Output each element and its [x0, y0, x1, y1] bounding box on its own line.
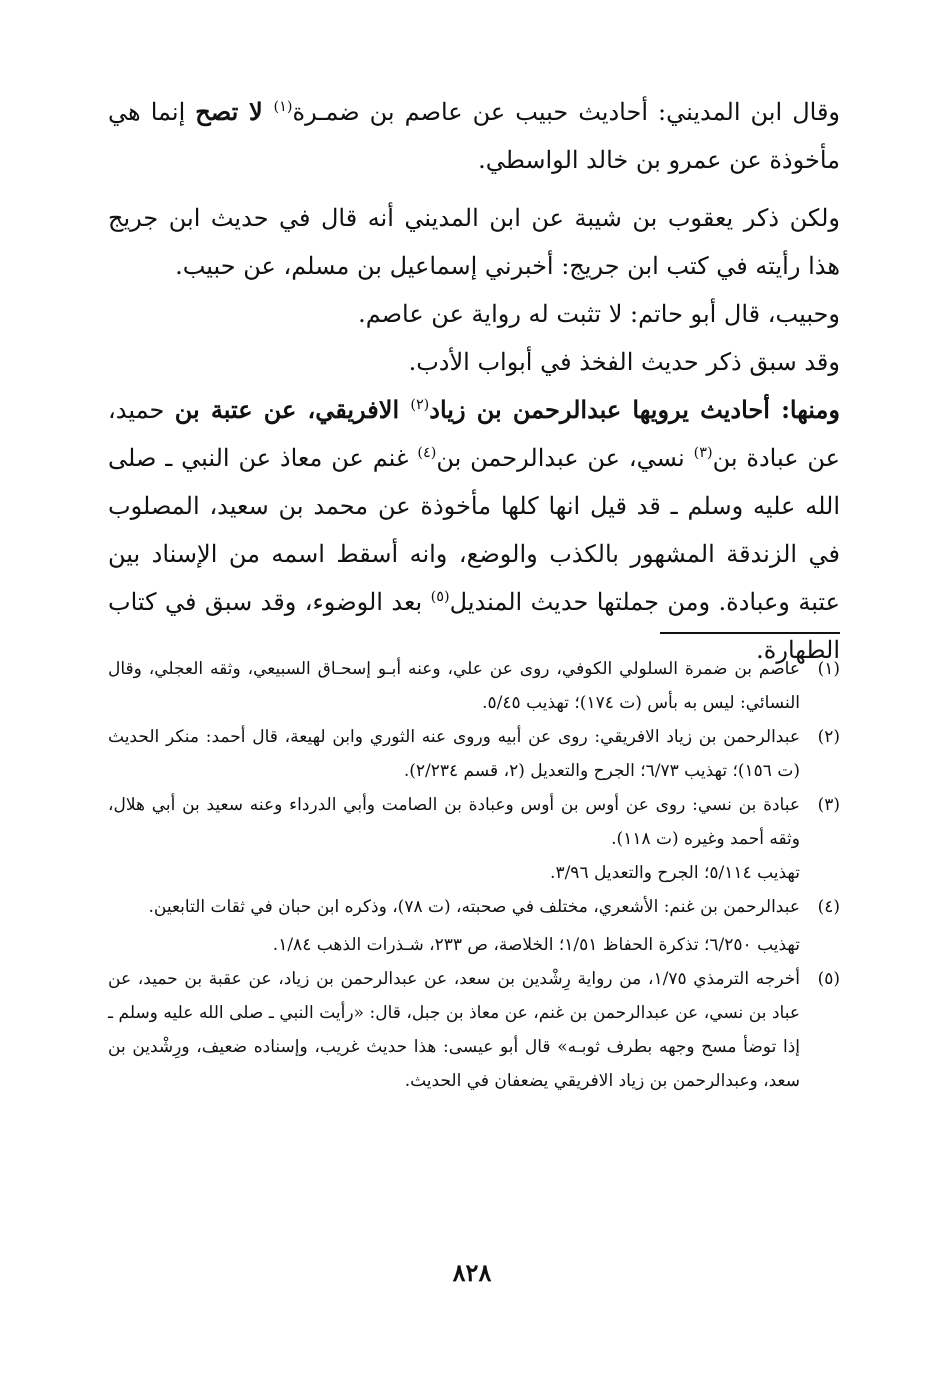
footnote-body: [108, 890, 800, 962]
main-text: [108, 88, 840, 674]
footnote-number: (٥): [817, 969, 840, 989]
footnote-2: [108, 720, 840, 788]
footnote-body: [108, 720, 800, 788]
paragraph-5: [108, 386, 840, 674]
footnote-number: (٤): [817, 897, 840, 917]
footnotes: [108, 652, 840, 1098]
paragraph-3: وحبيب، قال أبو حاتم: لا تثبت له رواية عن عاصم.: [358, 300, 840, 328]
footnote-references: تهذيب ٥/١١٤؛ الجرح والتعديل ٣/٩٦.: [550, 863, 800, 883]
footnote-body: [108, 788, 800, 890]
footnote-text: عاصم بن ضمرة السلولي الكوفي، روى عن علي، وعنه أبـو إسحـاق السبيعي، وثقه العجلي، وقال النسائي: ليس به بأس (ت ١٧٤)؛ تهذيب ٥/٤٥.: [108, 659, 800, 713]
footnote-ref-1: (١): [273, 99, 293, 115]
footnote-separator: [660, 632, 840, 634]
paragraph-5-text-f: بعد الوضوء، وقد سبق في كتاب الطهارة.: [108, 588, 840, 664]
footnote-number: (١): [817, 659, 840, 679]
footnote-ref-4: (٤): [417, 445, 437, 461]
paragraph-5-text-a: ومنها: أحاديث يرويها عبدالرحمن بن زياد: [429, 395, 840, 424]
paragraph-1-text-a: وقال ابن المديني: أحاديث حبيب عن عاصم بن ضمـرة: [292, 98, 841, 126]
footnote-1: [108, 652, 840, 720]
footnote-5: [108, 962, 840, 1098]
footnote-text: عبدالرحمن بن زياد الافريقي: روى عن أبيه وروى عنه الثوري وابن لهيعة، قال أحمد: منكر الحديث (ت ١٥٦)؛ تهذيب ٦/٧٣؛ الجرح والتعديل (٢، قسم ٢/٢٣٤).: [108, 727, 800, 781]
footnote-text: عبادة بن نسي: روى عن أوس بن أوس وعبادة بن الصامت وأبي الدرداء وعنه سعيد بن أبي هلال، وثقه أحمد وغيره (ت ١١٨).: [108, 795, 800, 849]
paragraph-4: وقد سبق ذكر حديث الفخذ في أبواب الأدب.: [408, 348, 840, 376]
paragraph-1-text-b: لا تصح: [195, 97, 274, 126]
paragraph-5-text-c: حميد، عن عبادة بن: [108, 396, 840, 472]
footnote-ref-3: (٣): [693, 445, 713, 461]
paragraph-5-text-b: الافريقي، عن عتبة بن: [174, 395, 411, 424]
footnote-number: (٢): [817, 727, 840, 747]
page-number: ٨٢٨: [452, 1258, 492, 1287]
paragraph-1-text-c: إنما هي مأخوذة عن عمرو بن خالد الواسطي.: [108, 98, 840, 174]
paragraph-2: ولكن ذكر يعقوب بن شيبة عن ابن المديني أنه قال في حديث ابن جريج هذا رأيته في كتب ابن جريج: أخبرني إسماعيل بن مسلم، عن حبيب.: [108, 204, 840, 280]
footnote-4: [108, 890, 840, 962]
footnote-body: [108, 652, 800, 720]
footnote-ref-2: (٢): [410, 397, 430, 413]
paragraph-5-text-d: نسي، عن عبدالرحمن بن: [436, 444, 694, 472]
footnote-3: [108, 788, 840, 890]
footnote-text: عبدالرحمن بن غنم: الأشعري، مختلف في صحبته، (ت ٧٨)، وذكره ابن حبان في ثقات التابعين.: [148, 897, 800, 917]
footnote-references: تهذيب ٦/٢٥٠؛ تذكرة الحفاظ ١/٥١؛ الخلاصة، ص ٢٣٣، شـذرات الذهب ١/٨٤.: [272, 935, 800, 955]
paragraph-1: [108, 88, 840, 184]
footnote-number: (٣): [817, 795, 840, 815]
paragraph-5-text-e: غنم عن معاذ عن النبي ـ صلى الله عليه وسلم ـ قد قيل انها كلها مأخوذة عن محمد بن سعيد، المصلوب في الزندقة المشهور بالكذب والوضع، وانه أسقط اسمه من الإسناد بين عتبة وعبادة. ومن جملتها حديث المنديل: [108, 444, 840, 616]
footnote-body: [108, 962, 800, 1098]
footnote-ref-5: (٥): [430, 589, 450, 605]
footnote-text: أخرجه الترمذي ١/٧٥، من رواية رِشْدين بن سعد، عن عبدالرحمن بن زياد، عن عقبة بن حميد، عن عباد بن نسي، عن عبدالرحمن بن غنم، عن معاذ بن جبل، قال: «رأيت النبي ـ صلى الله عليه وسلم ـ إذا توضأ مسح وجهه بطرف ثوبـه» قال أبو عيسى: هذا حديث غريب، وإسناده ضعيف، ورِشْدين بن سعد، وعبدالرحمن بن زياد الافريقي يضعفان في الحديث.: [108, 969, 800, 1091]
